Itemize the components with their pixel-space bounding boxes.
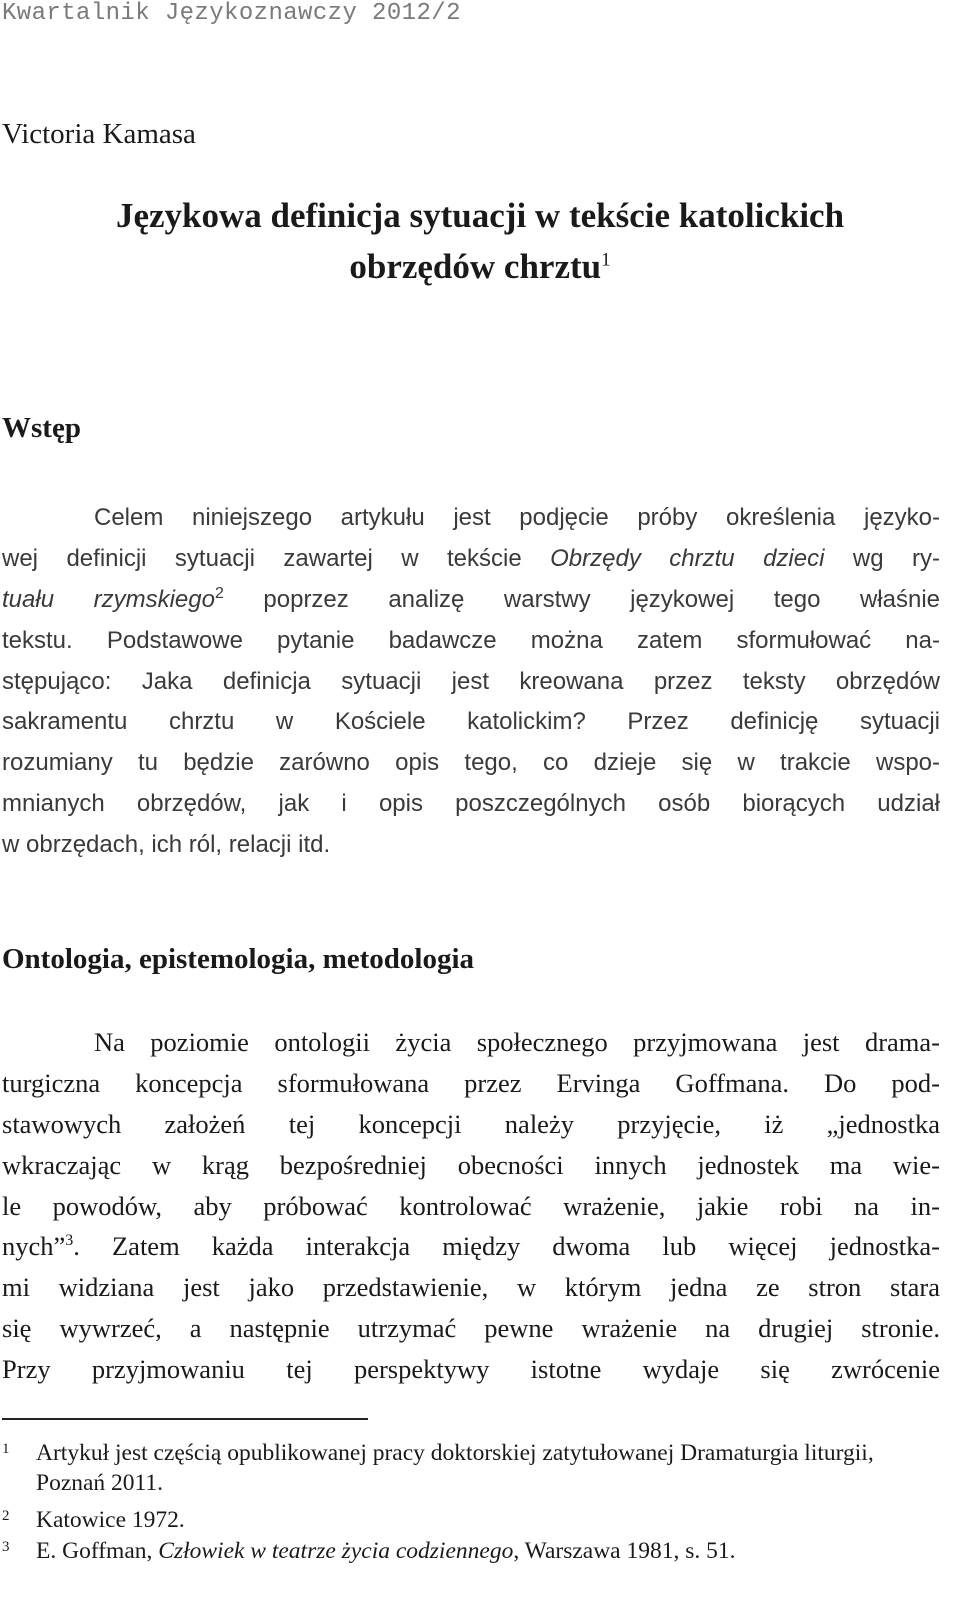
text-line: tekstu. Podstawowe pytanie badawcze można zatem sformułować na- bbox=[2, 626, 940, 654]
text-line: mi widziana jest jako przedstawienie, w którym jedna ze stron stara bbox=[2, 1272, 940, 1303]
footnote-number: 1 bbox=[2, 1441, 10, 1457]
text-line: mnianych obrzędów, jak i opis poszczególnych osób biorących udział bbox=[2, 790, 940, 818]
article-title-text: obrzędów chrztu bbox=[349, 247, 602, 286]
title-footnote-marker[interactable]: 1 bbox=[601, 249, 611, 271]
text-line: turgiczna koncepcja sformułowana przez Ervinga Goffmana. Do pod- bbox=[2, 1067, 940, 1098]
text-line: wej definicji sytuacji zawartej w tekście Obrzędy chrztu dzieci wg ry- bbox=[2, 544, 941, 572]
text-line: nych”$^3$. Zatem każda interakcja między dwoma lub więcej jednostka- bbox=[2, 1231, 940, 1262]
footnote-1 bbox=[0, 1438, 945, 1498]
text-line: Przy przyjmowaniu tej perspektywy istotne wydaje się zwrócenie bbox=[2, 1354, 940, 1385]
text-line: się wywrzeć, a następnie utrzymać pewne wrażenie na drugiej stronie. bbox=[2, 1313, 940, 1344]
text-line: stawowych założeń tej koncepcji należy przyjęcie, iż „jednostka bbox=[2, 1108, 940, 1139]
footnote-text: Katowice 1972. bbox=[36, 1507, 185, 1533]
footnote-marker[interactable]: 3 bbox=[65, 1232, 74, 1250]
text-line: Celem niniejszego artykułu jest podjęcie próby określenia języko- bbox=[94, 504, 940, 531]
text-line bbox=[2, 866, 940, 907]
footnote-text bbox=[36, 1536, 736, 1566]
footnote-author: E. Goffman, bbox=[36, 1538, 159, 1564]
footnote-publication: , Warszawa 1981, s. 51. bbox=[513, 1538, 736, 1564]
text-line: sakramentu chrztu w Kościele katolickim? Przez definicję sytuacji bbox=[2, 708, 940, 736]
text-line: w obrzędach, ich ról, relacji itd. bbox=[2, 831, 331, 859]
footnote-book-title: Człowiek w teatrze życia codziennego bbox=[158, 1538, 514, 1564]
text-line: stępująco: Jaka definicja sytuacji jest kreowana przez teksty obrzędów bbox=[2, 667, 940, 695]
footnote-number: 2 bbox=[2, 1508, 10, 1524]
footnote-separator bbox=[2, 1418, 368, 1420]
section-wstep-paragraph bbox=[2, 498, 940, 907]
text-line: rozumiany tu będzie zarówno opis tego, co dzieje się w trakcie wspo- bbox=[2, 749, 940, 777]
text-line: le powodów, aby próbować kontrolować wrażenie, jakie robi na in- bbox=[2, 1190, 940, 1221]
text-line: wkraczając w krąg bezpośredniej obecności innych jednostek ma wie- bbox=[2, 1149, 940, 1180]
footnote-marker[interactable]: 2 bbox=[214, 584, 224, 602]
article-author: Victoria Kamasa bbox=[2, 118, 196, 150]
article-title-line-2 bbox=[0, 247, 960, 287]
article-title-line-1: Językowa definicja sytuacji w tekście katolickich bbox=[115, 196, 845, 235]
footnote-text: Artykuł jest częścią opublikowanej pracy doktorskiej zatytułowanej Dramaturgia liturgii, Poznań 2011. bbox=[36, 1440, 874, 1496]
journal-running-header: Kwartalnik Językoznawczy 2012/2 bbox=[2, 0, 461, 27]
section-ontologia-paragraph bbox=[2, 1022, 940, 1390]
footnote-number: 3 bbox=[2, 1539, 10, 1555]
section-heading-wstep: Wstęp bbox=[2, 412, 81, 444]
text-line: tuału rzymskiego$^2$ poprzez analizę warstwy językowej tego właśnie bbox=[2, 584, 941, 613]
text-line: Na poziomie ontologii życia społecznego przyjmowana jest drama- bbox=[94, 1027, 940, 1057]
section-heading-ontologia: Ontologia, epistemologia, metodologia bbox=[2, 943, 475, 975]
